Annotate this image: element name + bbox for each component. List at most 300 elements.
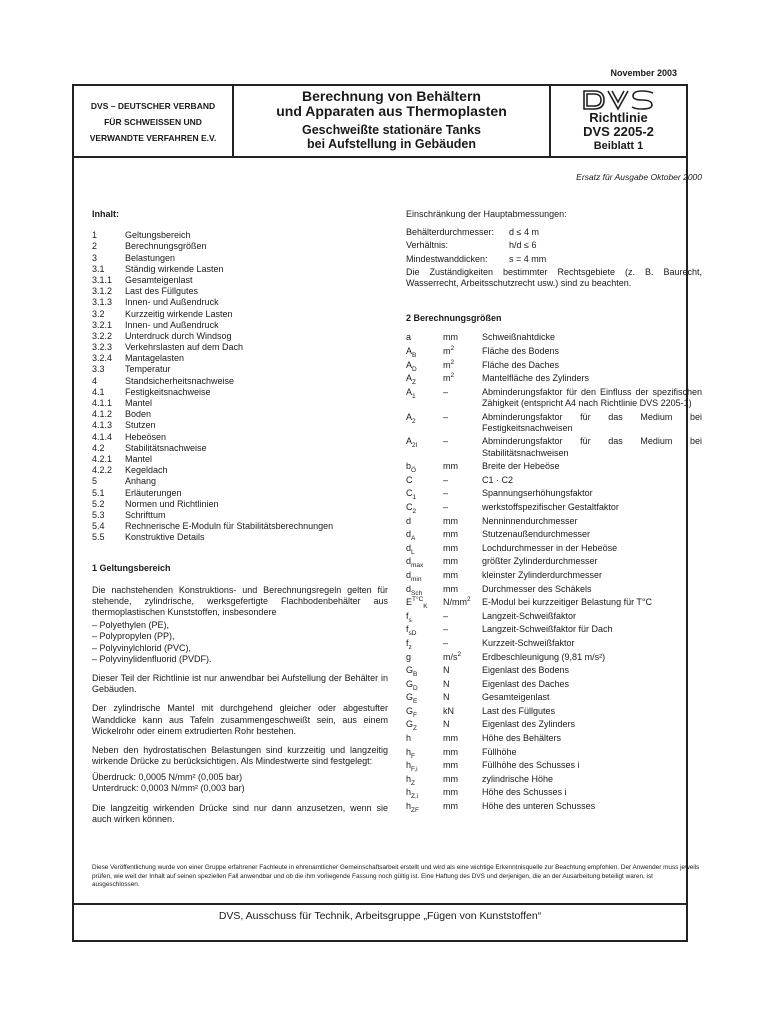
toc-item: [92, 432, 388, 443]
unit-text: mm: [443, 801, 458, 812]
title-box: [234, 86, 551, 157]
toc-item-number: 3.1: [92, 263, 105, 274]
symbol-row: [406, 556, 702, 570]
symbol-letter: a: [406, 332, 412, 343]
unit-text: mm: [443, 773, 458, 784]
symbol-subscript: F,i: [411, 766, 418, 774]
toc-item: [92, 510, 388, 521]
toc-item-number: 5.3: [92, 509, 105, 520]
toc-item-number: 5.1: [92, 487, 105, 498]
unit-superscript: 2: [450, 358, 455, 366]
symbol-row: [406, 733, 702, 744]
description: Stutzenaußendurchmesser: [482, 529, 591, 540]
symbol-row: [406, 597, 702, 608]
unit-text: –: [443, 436, 449, 447]
toc-item: [92, 275, 388, 286]
symbol-subscript: Z: [413, 725, 417, 733]
toc-item: [92, 297, 388, 308]
toc-item-number: 3.2.1: [92, 319, 113, 330]
unit: [443, 679, 482, 690]
description: Gesamteigenlast: [482, 692, 550, 703]
description: Nenninnendurchmesser: [482, 515, 578, 526]
unit: [443, 733, 482, 744]
toc-item-text: Last des Füllgutes: [125, 286, 199, 297]
symbol-letter: A: [406, 386, 413, 397]
symbol-letter: f: [406, 624, 409, 635]
toc-item: [92, 420, 388, 431]
symbol: [406, 543, 443, 554]
symbol: [406, 436, 443, 458]
unit-text: mm: [443, 746, 458, 757]
symbol-subscript: z: [408, 643, 412, 651]
unit: [443, 611, 482, 622]
unit-text: mm: [443, 583, 458, 594]
unit-text: –: [443, 411, 449, 422]
toc-item-text: Mantagelasten: [125, 353, 185, 364]
symbol: [406, 747, 443, 758]
description: Fläche des Daches: [482, 359, 560, 370]
toc-item-text: Unterdruck durch Windsog: [125, 330, 232, 341]
symbol-row: [406, 412, 702, 434]
unit: [443, 373, 482, 384]
toc-item-number: 4.1: [92, 386, 105, 397]
unit: [443, 692, 482, 703]
unit-text: –: [443, 501, 449, 512]
unit-text: mm: [443, 733, 458, 744]
symbol-row: [406, 529, 702, 540]
description: E-Modul bei kurzzeitiger Belastung für T°C: [482, 597, 653, 608]
toc-item-number: 3.2.2: [92, 330, 113, 341]
symbol-row: [406, 801, 702, 812]
toc-item: [92, 264, 388, 275]
diameter-label: Behälterdurchmesser:: [406, 227, 495, 238]
section-1-paragraph-5: Die langzeitig wirkenden Drücke sind nur dann anzusetzen, wenn sie auch wirken können.: [92, 802, 388, 825]
toc-item: [92, 241, 388, 252]
symbol-row: [406, 747, 702, 758]
list-item: – Polyethylen (PE),: [92, 620, 170, 631]
toc-item-text: Innen- und Außendruck: [125, 297, 219, 308]
toc-item-text: Erläuterungen: [125, 487, 182, 498]
overpressure-value: Überdruck: 0,0005 N/mm² (0,005 bar): [92, 771, 243, 782]
unit-text: –: [443, 488, 449, 499]
toc-item-number: 4: [92, 375, 98, 386]
unit: [443, 516, 482, 527]
toc-item-text: Normen und Richtlinien: [125, 498, 219, 509]
symbol: [406, 488, 443, 502]
header-divider: [74, 156, 686, 158]
title-line-3: Geschweißte stationäre Tanks: [302, 123, 481, 137]
toc-item: [92, 454, 388, 465]
toc-item-text: Kegeldach: [125, 465, 168, 476]
org-line-2: FÜR SCHWEISSEN UND: [104, 116, 202, 127]
symbol-row: [406, 774, 702, 785]
description: Langzeit-Schweißfaktor: [482, 610, 577, 621]
description: Abminderungsfaktor für das Medium bei Festigkeitsnachweisen: [482, 411, 702, 433]
symbol-subscript: sD: [408, 630, 417, 638]
toc-item: [92, 521, 388, 532]
symbol-row: [406, 488, 702, 502]
unit: [443, 801, 482, 812]
unit-text: –: [443, 624, 449, 635]
symbol-row: [406, 373, 702, 384]
description: Eigenlast des Bodens: [482, 665, 570, 676]
toc-item-number: 4.2.2: [92, 465, 113, 476]
symbol-row: [406, 624, 702, 638]
toc-item: [92, 532, 388, 543]
org-line-3: VERWANDTE VERFAHREN E.V.: [89, 132, 217, 143]
symbol-letter: C: [406, 488, 413, 499]
symbol: [406, 774, 443, 785]
description: Schweißnahtdicke: [482, 332, 556, 343]
unit: [443, 387, 482, 409]
ratio-limit: [406, 240, 702, 251]
unit-text: m: [443, 346, 451, 357]
symbol: [406, 502, 443, 513]
section-2-heading: 2 Berechnungsgrößen: [406, 313, 502, 324]
toc-item-text: Berechnungsgrößen: [125, 241, 207, 252]
toc-item-number: 4.1.3: [92, 420, 113, 431]
symbol-letter: A: [406, 436, 413, 447]
symbol: [406, 679, 443, 690]
toc-item-number: 3.3: [92, 364, 105, 375]
symbol-subscript: Z: [412, 379, 416, 386]
organization-box: [74, 86, 234, 157]
symbol-subscript: L: [411, 548, 415, 556]
toc-item-text: Temperatur: [125, 364, 171, 375]
symbol-subscript: min: [411, 575, 422, 583]
description: Spannungserhöhungsfaktor: [482, 488, 593, 499]
jurisdiction-note: Die Zuständigkeiten bestimmter Rechtsgebiete (z. B. Baurecht, Wasserrecht, Arbeitsschutzrecht usw.) sind zu beachten.: [406, 266, 702, 289]
symbol: [406, 570, 443, 581]
toc-item-text: Stabilitätsnachweise: [125, 442, 207, 453]
unit: [443, 638, 482, 649]
toc-item-text: Gesamteigenlast: [125, 274, 193, 285]
symbol-subscript: max: [411, 562, 424, 570]
description: Fläche des Bodens: [482, 346, 560, 357]
diameter-value: d ≤ 4 m: [509, 227, 539, 238]
richtlinie-label: Richtlinie: [589, 110, 648, 125]
toc-item-text: Kurzzeitig wirkende Lasten: [125, 308, 233, 319]
list-item: – Polyvinylidenfluorid (PVDF).: [92, 653, 212, 664]
description: werkstoffspezifischer Gestaltfaktor: [482, 501, 619, 512]
symbol-subscript: F: [411, 752, 415, 760]
symbol-letter: G: [406, 719, 414, 730]
symbol-subscript: A: [411, 534, 416, 542]
unit-text: N: [443, 665, 450, 676]
toc-item-text: Festigkeitsnachweise: [125, 386, 211, 397]
unit: [443, 624, 482, 635]
unit: [443, 488, 482, 499]
symbol-subscript: ZF: [411, 806, 419, 814]
toc-item-text: Anhang: [125, 476, 157, 487]
unit-superscript: 2: [450, 345, 455, 353]
description: Eigenlast des Zylinders: [482, 719, 576, 730]
toc-item-text: Mantel: [125, 453, 153, 464]
description: Höhe des Schusses i: [482, 787, 567, 798]
toc-item-number: 5: [92, 476, 98, 487]
section-1-paragraph-1: Die nachstehenden Konstruktions- und Berechnungsregeln gelten für stehende, zylindrische, werksgefertigte Flachbodenbehälter aus thermoplastischen Kunststoffen, insbesondere: [92, 584, 388, 618]
toc-item-number: 4.1.2: [92, 409, 113, 420]
toc-item: [92, 443, 388, 454]
symbol: [406, 733, 443, 744]
dvs-box: [551, 86, 686, 157]
unit-text: mm: [443, 461, 458, 472]
symbol-row: [406, 360, 702, 371]
unit-superscript: 2: [467, 596, 471, 604]
symbol-subscript: Z,i: [411, 793, 419, 801]
section-1-paragraph-2: Dieser Teil der Richtlinie ist nur anwendbar bei Aufstellung der Behälter in Gebäuden.: [92, 673, 388, 695]
description: Mantelfläche des Zylinders: [482, 373, 590, 384]
unit-text: mm: [443, 556, 458, 567]
symbol-letter: G: [406, 705, 414, 716]
unit: [443, 570, 482, 581]
symbol-subscript: K: [423, 602, 428, 610]
symbol-letter: h: [406, 773, 412, 784]
symbol-letter: g: [406, 651, 412, 662]
unit-text: N/mm: [443, 597, 467, 608]
title-line-2: und Apparaten aus Thermoplasten: [276, 103, 507, 119]
symbol: [406, 516, 443, 527]
unit-superscript: 2: [457, 650, 462, 658]
unit-text: mm: [443, 760, 458, 771]
toc-item-number: 4.2: [92, 442, 105, 453]
symbol-row: [406, 652, 702, 663]
symbol-letter: A: [406, 359, 413, 370]
toc-item-text: Ständig wirkende Lasten: [125, 263, 224, 274]
toc-heading: Inhalt:: [92, 209, 119, 219]
wall-thickness-limit: [406, 254, 702, 265]
symbol-superscript: T°C: [412, 596, 424, 604]
symbol-subscript: 2: [412, 417, 416, 425]
toc-item-number: 3.2.4: [92, 353, 113, 364]
unit-text: mm: [443, 569, 458, 580]
footer-divider: [74, 903, 686, 905]
symbol: [406, 332, 443, 343]
unit-text: N: [443, 719, 450, 730]
toc-item-number: 2: [92, 241, 98, 252]
symbol-row: [406, 387, 702, 409]
description: Breite der Hebeöse: [482, 461, 560, 472]
toc-item: [92, 488, 388, 499]
unit-text: mm: [443, 529, 458, 540]
symbol: [406, 624, 443, 638]
underpressure-value: Unterdruck: 0,0003 N/mm² (0,003 bar): [92, 782, 245, 793]
description: Last des Füllgutes: [482, 705, 556, 716]
toc-item-text: Konstruktive Details: [125, 532, 205, 543]
symbol-letter: h: [406, 746, 412, 757]
symbol-letter: d: [406, 542, 412, 553]
symbol: [406, 665, 443, 676]
symbol-letter: A: [406, 373, 413, 384]
symbol-letter: E: [406, 597, 413, 608]
symbol-subscript: 2I: [412, 442, 418, 450]
toc-item: [92, 286, 388, 297]
description: Kurzzeit-Schweißfaktor: [482, 637, 575, 648]
symbol-subscript: 1: [412, 494, 417, 502]
symbol: [406, 611, 443, 622]
list-item: – Polypropylen (PP),: [92, 631, 175, 642]
symbol: [406, 719, 443, 733]
right-column: [406, 209, 702, 815]
unit-text: mm: [443, 515, 458, 526]
symbol-subscript: D: [413, 684, 418, 692]
symbol-letter: h: [406, 733, 412, 744]
title-line-4: bei Aufstellung in Gebäuden: [307, 137, 476, 151]
toc-item-text: Stutzen: [125, 420, 156, 431]
symbol-subscript: B: [412, 351, 417, 359]
toc-item-number: 3: [92, 252, 98, 263]
symbol: [406, 360, 443, 371]
symbol-letter: h: [406, 801, 412, 812]
unit-text: N: [443, 692, 450, 703]
replacement-note: Ersatz für Ausgabe Oktober 2000: [576, 172, 702, 182]
symbol: [406, 556, 443, 570]
unit-text: mm: [443, 542, 458, 553]
unit-text: –: [443, 474, 449, 485]
symbol-row: [406, 475, 702, 486]
unit-superscript: 2: [450, 372, 455, 380]
description: kleinster Zylinderdurchmesser: [482, 569, 603, 580]
description: Durchmesser des Schäkels: [482, 583, 592, 594]
description: Füllhöhe des Schusses i: [482, 760, 580, 771]
symbol-row: [406, 692, 702, 706]
symbol-letter: h: [406, 760, 412, 771]
description: Eigenlast des Daches: [482, 678, 570, 689]
symbol-subscript: Z: [411, 779, 415, 787]
symbol-subscript: 2: [412, 507, 417, 515]
symbol-letter: d: [406, 529, 412, 540]
unit-text: –: [443, 386, 449, 397]
disclaimer-footnote: Diese Veröffentlichung wurde von einer Gruppe erfahrener Fachleute in ehrenamtlicher Gemeinschaftsarbeit erstellt und wird als eine wichtige Erkenntnisquelle zur Beachtung empfohlen. Der Anwender muss jeweils prüfen, wie weit der Inhalt auf seinen speziellen Fall anwendbar und ob die ihm vorliegende Fassung noch gültig ist. Eine Haftung des DVS und derjenigen, die an der Ausarbeitung beteiligt waren, ist ausgeschlossen.: [92, 864, 700, 889]
symbol-subscript: E: [413, 698, 418, 706]
section-1-paragraph-3: Der zylindrische Mantel mit durchgehend gleicher oder abgestufter Wanddicke kann aus Tafeln zusammengeschweißt sein, aus einem Wickelrohr oder einem extrudierten Rohr bestehen.: [92, 703, 388, 736]
symbol: [406, 529, 443, 540]
symbol: [406, 373, 443, 384]
symbol: [406, 692, 443, 706]
symbol-row: [406, 543, 702, 554]
title-line-1: Berechnung von Behältern: [302, 88, 481, 104]
toc-item: [92, 331, 388, 342]
unit: [443, 556, 482, 567]
symbol-letter: d: [406, 583, 412, 594]
toc-item-number: 5.4: [92, 521, 105, 532]
symbol-row: [406, 638, 702, 649]
symbol: [406, 387, 443, 409]
dvs-logo-icon: [582, 89, 656, 111]
symbol-row: [406, 584, 702, 595]
toc-item-number: 3.2.3: [92, 342, 113, 353]
unit-text: N: [443, 678, 450, 689]
unit: [443, 346, 482, 357]
description: Höhe des unteren Schusses: [482, 801, 596, 812]
symbol-letter: A: [406, 411, 413, 422]
unit: [443, 719, 482, 730]
description: Abminderungsfaktor für das Medium bei Stabilitätsnachweisen: [482, 436, 702, 458]
unit-text: m: [443, 359, 451, 370]
symbol-subscript: B: [413, 670, 418, 678]
toc-list: [92, 230, 388, 543]
guideline-number: DVS 2205-2: [583, 124, 654, 139]
toc-item-text: Rechnerische E-Moduln für Stabilitätsberechnungen: [125, 521, 334, 532]
description: zylindrische Höhe: [482, 773, 554, 784]
left-column: [92, 209, 388, 825]
unit: [443, 774, 482, 785]
symbol-subscript: 1: [412, 392, 416, 400]
unit-text: m: [443, 373, 451, 384]
diameter-limit: [406, 227, 702, 238]
toc-item: [92, 387, 388, 398]
unit: [443, 461, 482, 472]
symbol-row: [406, 346, 702, 357]
unit: [443, 332, 482, 343]
toc-item-number: 4.1.4: [92, 431, 113, 442]
toc-item-text: Mantel: [125, 398, 153, 409]
symbol-row: [406, 719, 702, 733]
symbol-letter: C: [406, 474, 413, 485]
unit: [443, 529, 482, 540]
description: Lochdurchmesser in der Hebeöse: [482, 542, 618, 553]
symbol-subscript: Ö: [411, 466, 417, 474]
unit: [443, 584, 482, 595]
toc-item: [92, 230, 388, 241]
symbol-letter: d: [406, 556, 412, 567]
symbol: [406, 584, 443, 595]
unit: [443, 475, 482, 486]
toc-item: [92, 309, 388, 320]
toc-item-number: 4.1.1: [92, 398, 113, 409]
toc-item: [92, 476, 388, 487]
symbol: [406, 638, 443, 649]
description: Langzeit-Schweißfaktor für Dach: [482, 624, 613, 635]
symbol: [406, 475, 443, 486]
unit: [443, 787, 482, 798]
symbol-subscript: Sch: [411, 589, 423, 597]
symbol-row: [406, 787, 702, 801]
toc-item-text: Belastungen: [125, 252, 176, 263]
unit: [443, 543, 482, 554]
symbol-letter: d: [406, 515, 412, 526]
symbol-list: [406, 332, 702, 812]
symbol-row: [406, 611, 702, 622]
unit-text: –: [443, 637, 449, 648]
toc-item: [92, 465, 388, 476]
unit: [443, 360, 482, 371]
list-item: – Polyvinylchlorid (PVC),: [92, 642, 192, 653]
ratio-value: h/d ≤ 6: [509, 240, 537, 251]
symbol-row: [406, 502, 702, 513]
symbol-letter: C: [406, 501, 413, 512]
symbol-letter: G: [406, 665, 414, 676]
toc-item-number: 1: [92, 230, 98, 241]
symbol: [406, 787, 443, 801]
symbol-letter: f: [406, 610, 409, 621]
unit: [443, 502, 482, 513]
supplement-label: Beiblatt 1: [593, 140, 644, 152]
symbol-letter: G: [406, 692, 414, 703]
unit-text: mm: [443, 332, 458, 343]
toc-item-number: 5.2: [92, 498, 105, 509]
description: Abminderungsfaktor für den Einfluss der spezifischen Zähigkeit (entspricht A4 nach Richtlinie DVS 2205-1): [482, 386, 702, 408]
toc-item-text: Boden: [125, 409, 152, 420]
toc-item-text: Innen- und Außendruck: [125, 319, 219, 330]
toc-item: [92, 320, 388, 331]
publication-date: November 2003: [610, 68, 677, 78]
toc-item-text: Schrifttum: [125, 509, 166, 520]
symbol-letter: A: [406, 346, 413, 357]
section-1-paragraph-4: Neben den hydrostatischen Belastungen sind kurzzeitig und langzeitig wirkende Drücke zu berücksichtigen. Als Mindestwerte sind festgelegt:: [92, 745, 388, 767]
symbol: [406, 412, 443, 434]
toc-item-number: 3.1.3: [92, 297, 113, 308]
